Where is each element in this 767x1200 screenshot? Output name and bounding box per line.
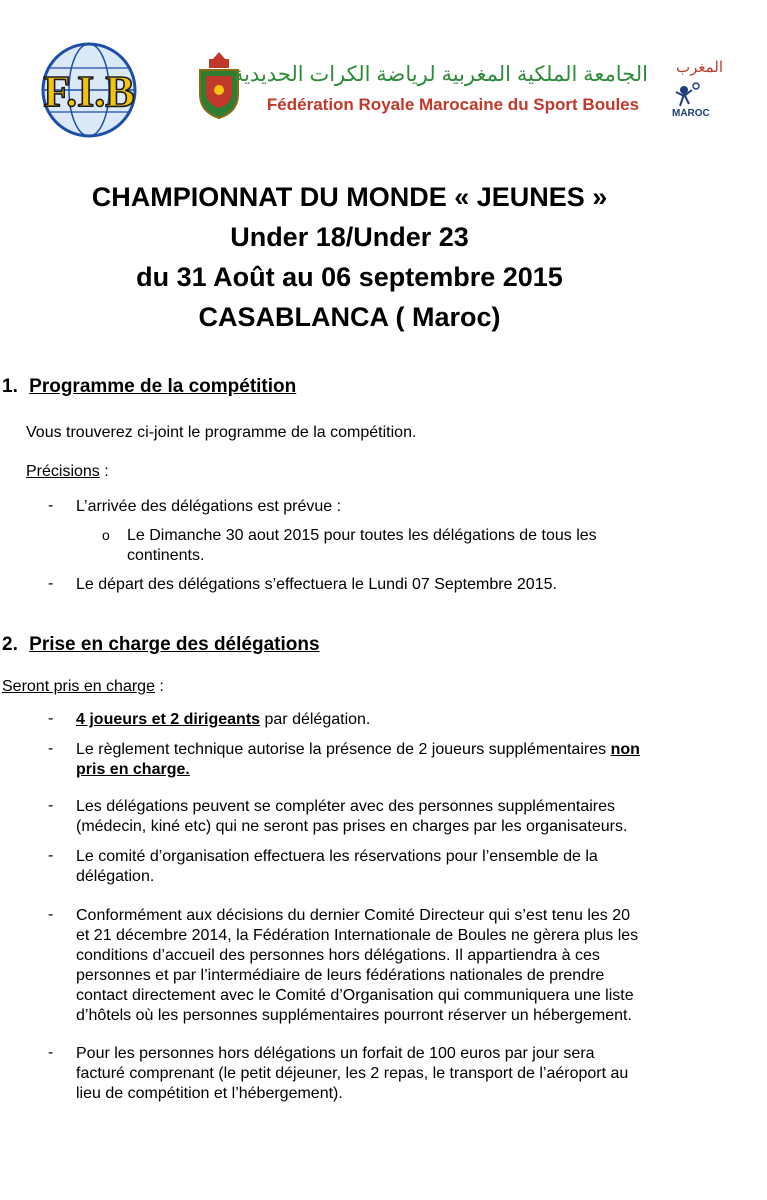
item-2-line-1 <box>76 740 640 760</box>
bullet-circle: o <box>102 527 110 543</box>
item-5-line-5: contact directement avec le Comité d’Organisation qui communiquera une liste <box>76 987 634 1004</box>
section-2-heading <box>2 634 320 656</box>
bullet-dash: - <box>48 710 54 727</box>
precisions-line <box>26 462 109 482</box>
item-2-line-2 <box>76 760 190 780</box>
section-2-title: Prise en charge des délégations <box>29 634 320 655</box>
maroc-latin-text: MAROC <box>672 108 710 119</box>
arabic-federation-name: الجامعة الملكية المغربية لرياضة الكرات الحديدية <box>232 63 648 86</box>
item-1 <box>76 710 370 730</box>
item-3-line-2: (médecin, kiné etc) qui ne seront pas prises en charges par les organisateurs. <box>76 818 628 835</box>
item-4-line-1: Le comité d’organisation effectuera les réservations pour l’ensemble de la <box>76 848 598 865</box>
item-5-line-4: personnes et par l’intermédiaire de leurs fédérations nationales de prendre <box>76 967 605 984</box>
item-4-line-2: délégation. <box>76 868 155 885</box>
arrival-text: L’arrivée des délégations est prévue : <box>76 498 342 515</box>
item-2-text: Le règlement technique autorise la présence de 2 joueurs supplémentaires <box>76 741 611 758</box>
item-2-bold-pris: pris en charge. <box>76 761 190 778</box>
item-5-line-6: d’hôtels où les personnes supplémentaires pourront réserver un hébergement. <box>76 1007 632 1024</box>
section-2-number: 2. <box>2 634 18 655</box>
federation-name: Fédération Royale Marocaine du Sport Boules <box>266 95 640 114</box>
item-6-line-3: lieu de compétition et l’hébergement). <box>76 1085 343 1102</box>
item-5-line-3: conditions d’accueil des personnes hors délégations. Il appartiendra à ces <box>76 947 600 964</box>
departure-text: Le départ des délégations s’effectuera le Lundi 07 Septembre 2015. <box>76 576 557 593</box>
section-1-heading <box>2 376 296 398</box>
section-1-intro: Vous trouverez ci-joint le programme de la compétition. <box>26 424 417 441</box>
section-1-title: Programme de la compétition <box>29 376 297 397</box>
bullet-dash: - <box>48 740 54 757</box>
fib-logo-text: F.I.B <box>43 67 135 116</box>
title-line-4: CASABLANCA ( Maroc) <box>198 302 501 332</box>
arrival-sub-line-2: continents. <box>127 547 205 564</box>
item-6-line-1: Pour les personnes hors délégations un forfait de 100 euros par jour sera <box>76 1045 595 1062</box>
bullet-dash: - <box>48 847 54 864</box>
item-5-line-1: Conformément aux décisions du dernier Comité Directeur qui s’est tenu les 20 <box>76 907 631 924</box>
item-2-bold-non: non <box>610 741 640 758</box>
covered-colon: : <box>154 678 164 695</box>
item-6-line-2: facturé comprenant (le petit déjeuner, les 2 repas, le transport de l’aéroport au <box>76 1065 629 1082</box>
item-1-rest: par délégation. <box>260 711 371 728</box>
item-5-line-2: et 21 décembre 2014, la Fédération Internationale de Boules ne gèrera plus les <box>76 927 639 944</box>
title-line-2: Under 18/Under 23 <box>230 222 469 252</box>
maroc-arabic-text: المغرب <box>676 59 724 76</box>
bullet-dash: - <box>48 906 54 923</box>
covered-label: Seront pris en charge <box>2 678 155 695</box>
section-1-number: 1. <box>2 376 18 397</box>
precisions-label: Précisions <box>26 463 100 480</box>
bullet-dash: - <box>48 1044 54 1061</box>
arrival-sub-line-1: Le Dimanche 30 aout 2015 pour toutes les délégations de tous les <box>127 527 597 544</box>
bullet-dash: - <box>48 797 54 814</box>
title-line-1: CHAMPIONNAT DU MONDE « JEUNES » <box>91 182 608 212</box>
bullet-dash: - <box>48 497 54 514</box>
bullet-dash: - <box>48 575 54 592</box>
item-3-line-1: Les délégations peuvent se compléter avec des personnes supplémentaires <box>76 798 615 815</box>
fib-logo <box>8 42 170 138</box>
title-line-3: du 31 Août au 06 septembre 2015 <box>136 262 563 292</box>
covered-line <box>2 677 164 697</box>
item-1-bold: 4 joueurs et 2 dirigeants <box>76 711 261 728</box>
precisions-colon: : <box>99 463 109 480</box>
